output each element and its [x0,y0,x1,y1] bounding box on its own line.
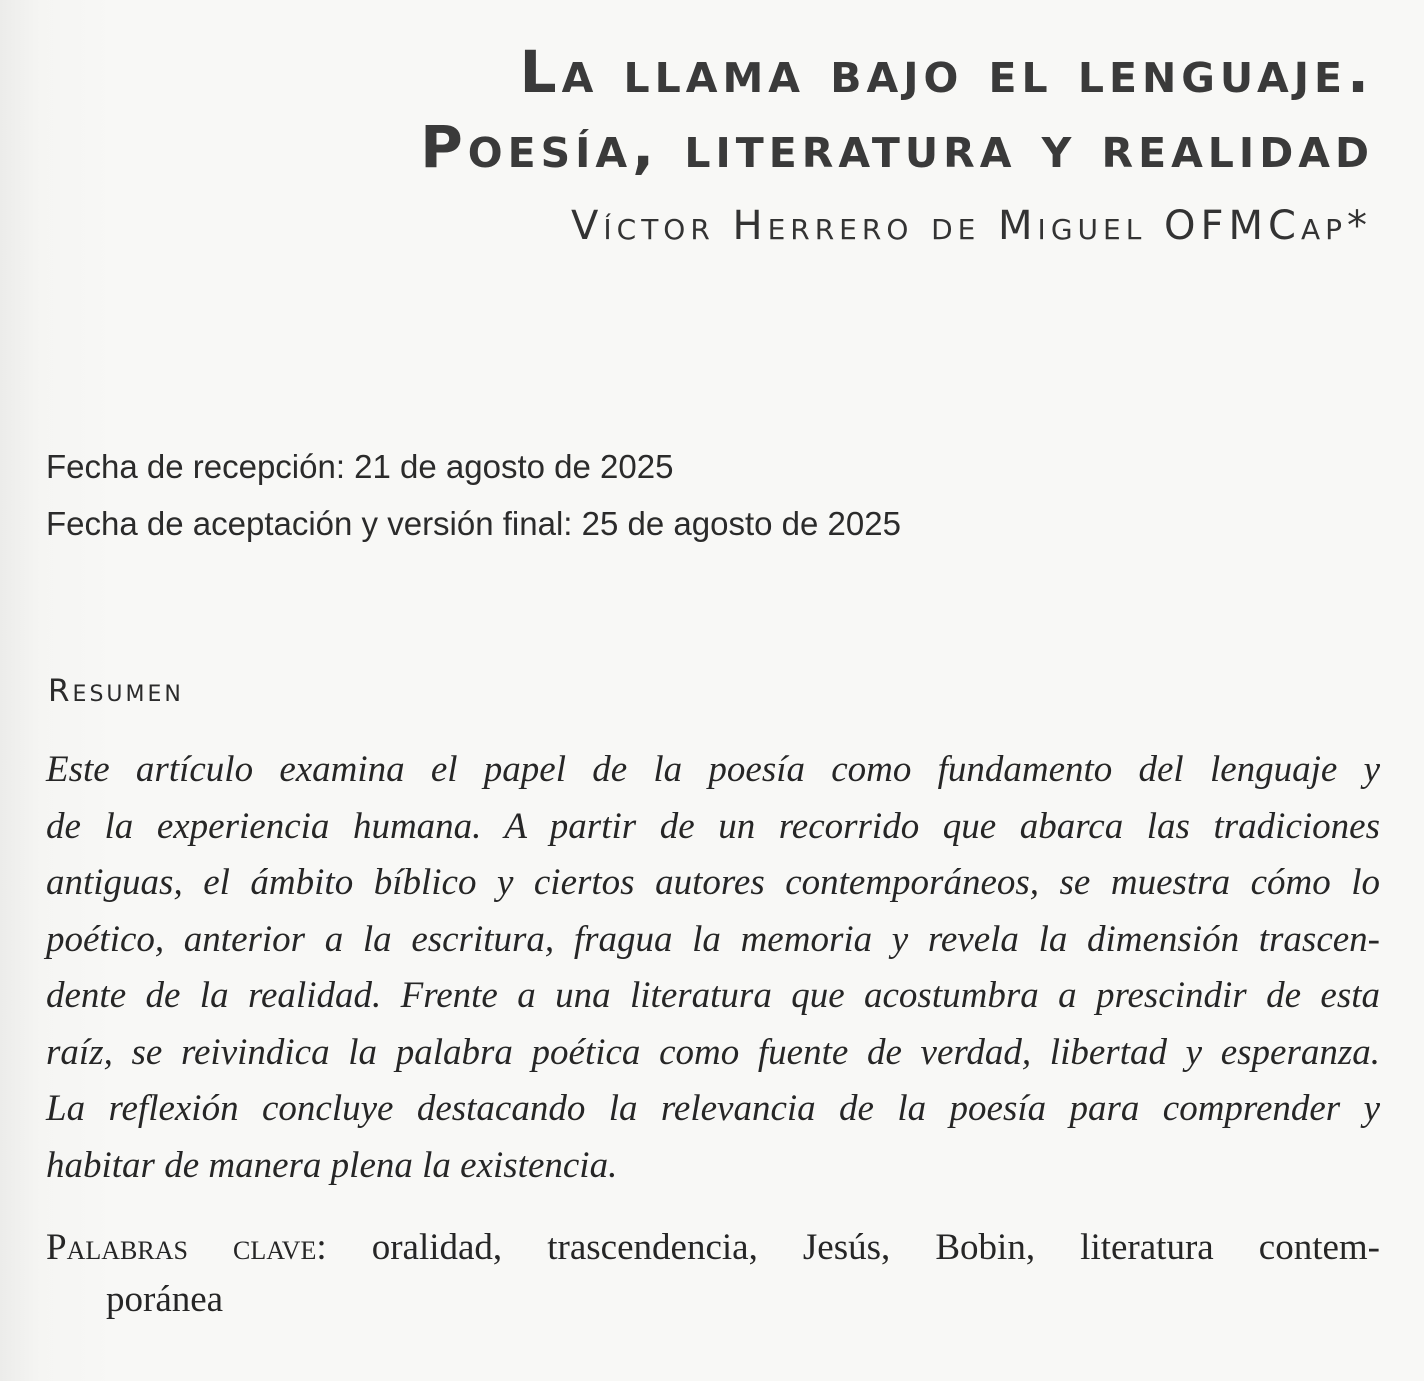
abstract-line: dente de la realidad. Frente a una literatura que acostumbra a prescindir de esta [46,975,1380,1016]
abstract-line: habitar de manera plena la existencia. [46,1144,618,1186]
abstract-line: Este artículo examina el papel de la poesía como fundamento del lenguaje y [46,749,1380,790]
keywords-label: Palabras clave: [46,1227,327,1268]
abstract-line: La reflexión concluye destacando la relevancia de la poesía para comprender y [46,1088,1380,1129]
abstract-line: poético, anterior a la escritura, fragua la memoria y revela la dimensión trascen- [46,918,1380,960]
keywords [46,1222,1380,1326]
abstract-line: de la experiencia humana. A partir de un recorrido que abarca las tradiciones [46,805,1380,847]
abstract-line: antiguas, el ámbito bíblico y ciertos autores contemporáneos, se muestra cómo lo [46,862,1380,903]
abstract-body [46,742,1380,1194]
keywords-line-1 [46,1222,1380,1274]
article-author: Víctor Herrero de Miguel OFMCap* [571,203,1372,249]
abstract-line: raíz, se reivindica la palabra poética como fuente de verdad, libertad y esperanza. [46,1031,1380,1073]
abstract-heading: Resumen [48,673,184,709]
keywords-line-2: poránea [106,1279,224,1320]
acceptance-date: Fecha de aceptación y versión final: 25 de agosto de 2025 [46,505,901,542]
keywords-list: oralidad, trascendencia, Jesús, Bobin, literatura contem- [371,1227,1380,1268]
article-title-line-1: La llama bajo el lenguaje. [519,38,1374,106]
article-title-line-2: Poesía, literatura y realidad [420,113,1374,181]
reception-date: Fecha de recepción: 21 de agosto de 2025 [46,448,674,485]
